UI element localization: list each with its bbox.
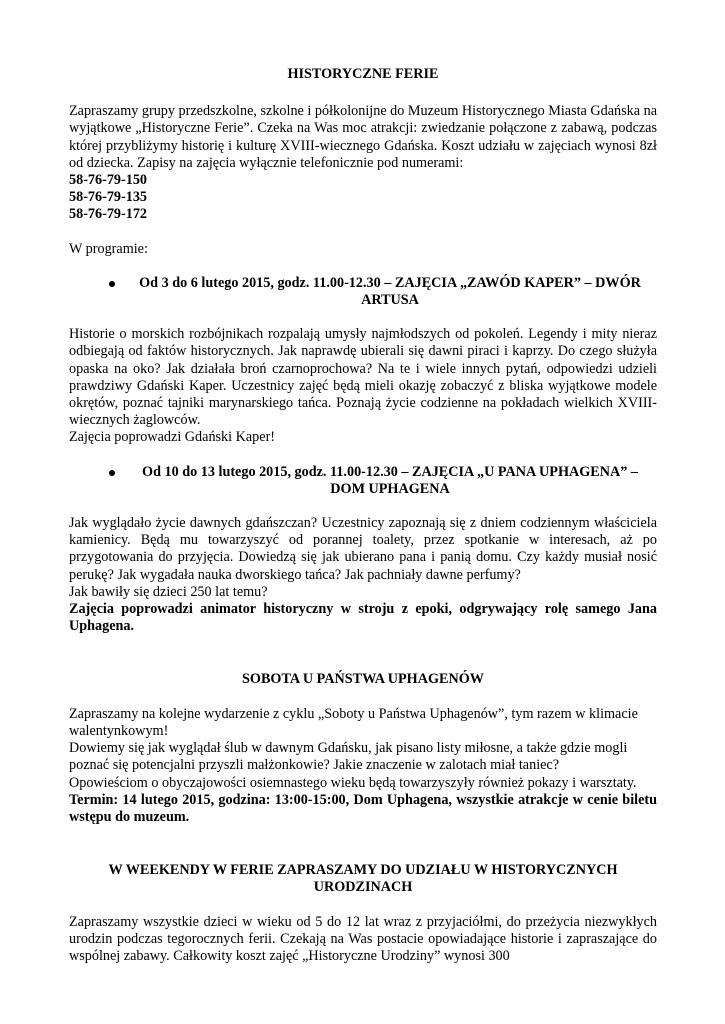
event2-heading-text: Od 10 do 13 lutego 2015, godz. 11.00-12.30 – ZAJĘCIA „U PANA UPHAGENA” – DOM UPHAGENA (142, 463, 638, 497)
event2-line2: Jak bawiły się dzieci 250 lat temu? (69, 583, 268, 600)
program-label: W programie: (69, 240, 148, 257)
saturday-heading: SOBOTA U PAŃSTWA UPHAGENÓW (242, 671, 484, 688)
bullet-icon (109, 470, 115, 476)
bullet-icon (109, 281, 115, 287)
saturday-paragraph-3: Opowieściom o obyczajowości osiemnastego wieku będą towarzyszyły również pokazy i warsztaty. (69, 774, 637, 791)
event1-description: Historie o morskich rozbójnikach rozpalają umysły najmłodszych od pokoleń. Legendy i mity nieraz odbiegają od faktów historycznych. Jak naprawdę ubierali się dawni piraci i kaprzy. Do czego służyła opaska na oko? Jak działała broń czarnoprochowa? Na te i wiele innych pytań, odpowiedzi udzieli prawdziwy Gdański Kaper. Uczestnicy zajęć będą mieli okazję zobaczyć z bliska wyjątkowe modele okrętów, poznać tajniki marynarskiego tańca. Poznają życie codzienne na pokładach wielkich XVIII-wiecznych żaglowców. (69, 326, 657, 429)
event1-closing: Zajęcia poprowadzi Gdański Kaper! (69, 429, 276, 446)
saturday-paragraph-1: Zapraszamy na kolejne wydarzenie z cyklu „Soboty u Państwa Uphagenów”, tym razem w klimacie walentynkowym! (69, 705, 638, 739)
phone-number-1: 58-76-79-150 (69, 172, 148, 189)
event2-heading (69, 464, 657, 498)
intro-paragraph: Zapraszamy grupy przedszkolne, szkolne i półkolonijne do Muzeum Historycznego Miasta Gdańska na wyjątkowe „Historyczne Ferie”. Czeka na Was moc atrakcji: zwiedzanie połączone z zabawą, podczas której przybliżymy historię i kulturę XVIII-wiecznego Gdańska. Koszt udziału w zajęciach wynosi 8zł od dziecka. Zapisy na zajęcia wyłącznie telefonicznie pod numerami: (69, 103, 657, 171)
phone-number-2: 58-76-79-135 (69, 189, 148, 206)
weekend-paragraph: Zapraszamy wszystkie dzieci w wieku od 5 do 12 lat wraz z przyjaciółmi, do przeżycia niezwykłych urodzin podczas tegorocznych ferii. Czekają na Was postacie opowiadające historie i zapraszające do wspólnej zabawy. Całkowity koszt zajęć „Historyczne Urodziny” wynosi 300 (69, 913, 657, 964)
weekend-heading: W WEEKENDY W FERIE ZAPRASZAMY DO UDZIAŁU W HISTORYCZNYCH URODZINACH (108, 862, 618, 896)
saturday-paragraph-2: Dowiemy się jak wyglądał ślub w dawnym Gdańsku, jak pisano listy miłosne, a także gdzie mogli poznać się potencjalni przyszli małżonkowie? Jakie znaczenie w zalotach miał taniec? (69, 740, 628, 774)
saturday-term: Termin: 14 lutego 2015, godzina: 13:00-15:00, Dom Uphagena, wszystkie atrakcje w cenie biletu wstępu do muzeum. (69, 791, 657, 825)
event2-description: Jak wyglądało życie dawnych gdańszczan? Uczestnicy zapoznają się z dniem codziennym właściciela kamienicy. Będą mu towarzyszyć od porannej toalety, przez spotkanie w interesach, aż po przygotowania do przyjęcia. Dowiedzą się jak ubierano pana i panią domu. Czy każdy musiał nosić perukę? Jak wygadała nauka dworskiego tańca? Jak pachniały dawne perfumy? (69, 515, 657, 583)
event1-heading (69, 275, 657, 309)
page-title: HISTORYCZNE FERIE (287, 66, 439, 82)
event1-heading-text: Od 3 do 6 lutego 2015, godz. 11.00-12.30 – ZAJĘCIA „ZAWÓD KAPER” – DWÓR ARTUSA (139, 274, 641, 309)
phone-number-3: 58-76-79-172 (69, 206, 148, 223)
event2-closing: Zajęcia poprowadzi animator historyczny w stroju z epoki, odgrywający rolę samego Jana Uphagena. (69, 601, 657, 635)
